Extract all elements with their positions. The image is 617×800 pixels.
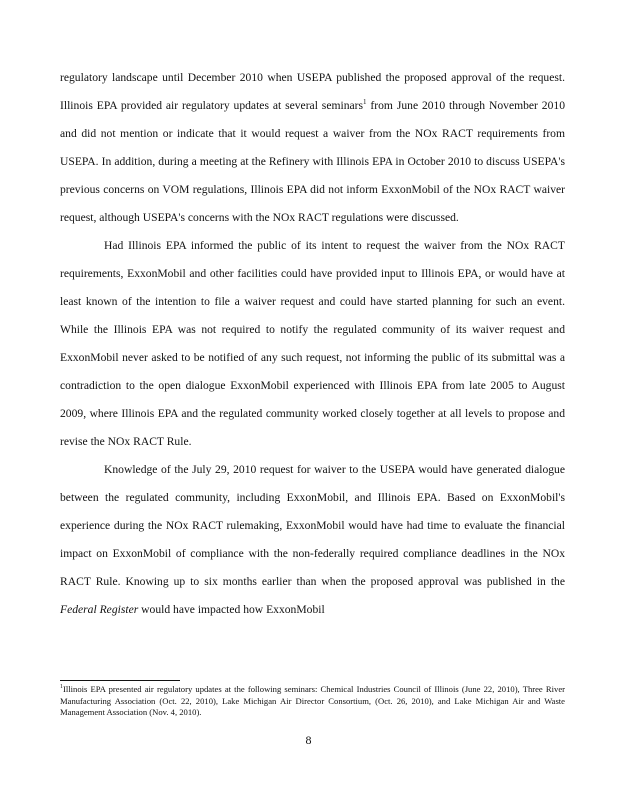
footnote xyxy=(60,684,565,719)
paragraph-1-text-a: regulatory landscape until December 2010 when USEPA published the proposed approval of the request. Illinois EPA provided air regulatory updates at several seminars xyxy=(60,71,565,112)
paragraph-1-text-b: from June 2010 through November 2010 and did not mention or indicate that it would request a waiver from the NOx RACT requirements from USEPA. In addition, during a meeting at the Refinery with Illinois EPA in October 2010 to discuss USEPA's previous concerns on VOM regulations, Illinois EPA did not inform ExxonMobil of the NOx RACT waiver request, although USEPA's concerns with the NOx RACT regulations were discussed. xyxy=(60,99,565,224)
paragraph-2: Had Illinois EPA informed the public of its intent to request the waiver from the NOx RACT requirements, ExxonMobil and other facilities could have provided input to Illinois EPA, or would have at least known of the intention to file a waiver request and could have started planning for such an event. While the Illinois EPA was not required to notify the regulated community of its waiver request and ExxonMobil never asked to be notified of any such request, not informing the public of its submittal was a contradiction to the open dialogue ExxonMobil experienced with Illinois EPA from late 2005 to August 2009, where Illinois EPA and the regulated community worked closely together at all levels to propose and revise the NOx RACT Rule. xyxy=(60,239,565,448)
paragraph-1 xyxy=(60,64,565,232)
federal-register-title: Federal Register xyxy=(60,603,139,616)
paragraph-3-text-a: Knowledge of the July 29, 2010 request for waiver to the USEPA would have generated dialogue between the regulated community, including ExxonMobil, and Illinois EPA. Based on ExxonMobil's experience during the NOx RACT rulemaking, ExxonMobil would have had time to evaluate the financial impact on ExxonMobil of compliance with the non-federally required compliance deadlines in the NOx RACT Rule. Knowing up to six months earlier than when the proposed approval was published in the xyxy=(60,463,565,588)
body-text xyxy=(60,64,565,624)
paragraph-3 xyxy=(60,456,565,624)
page-number: 8 xyxy=(305,733,312,747)
paragraph-3-text-b: would have impacted how ExxonMobil xyxy=(138,603,325,616)
footnote-divider xyxy=(60,680,180,681)
footnote-reference: 1 xyxy=(363,98,367,107)
footnote-mark: 1 xyxy=(60,684,63,691)
footnote-text: Illinois EPA presented air regulatory updates at the following seminars: Chemical Industries Council of Illinois (June 22, 2010), Three River Manufacturing Association (Oct. 22, 2010), Lake Michigan Air Director Consortium, (Oct. 26, 2010), and Lake Michigan Air and Waste Management Association (Nov. 4, 2010). xyxy=(60,684,565,717)
